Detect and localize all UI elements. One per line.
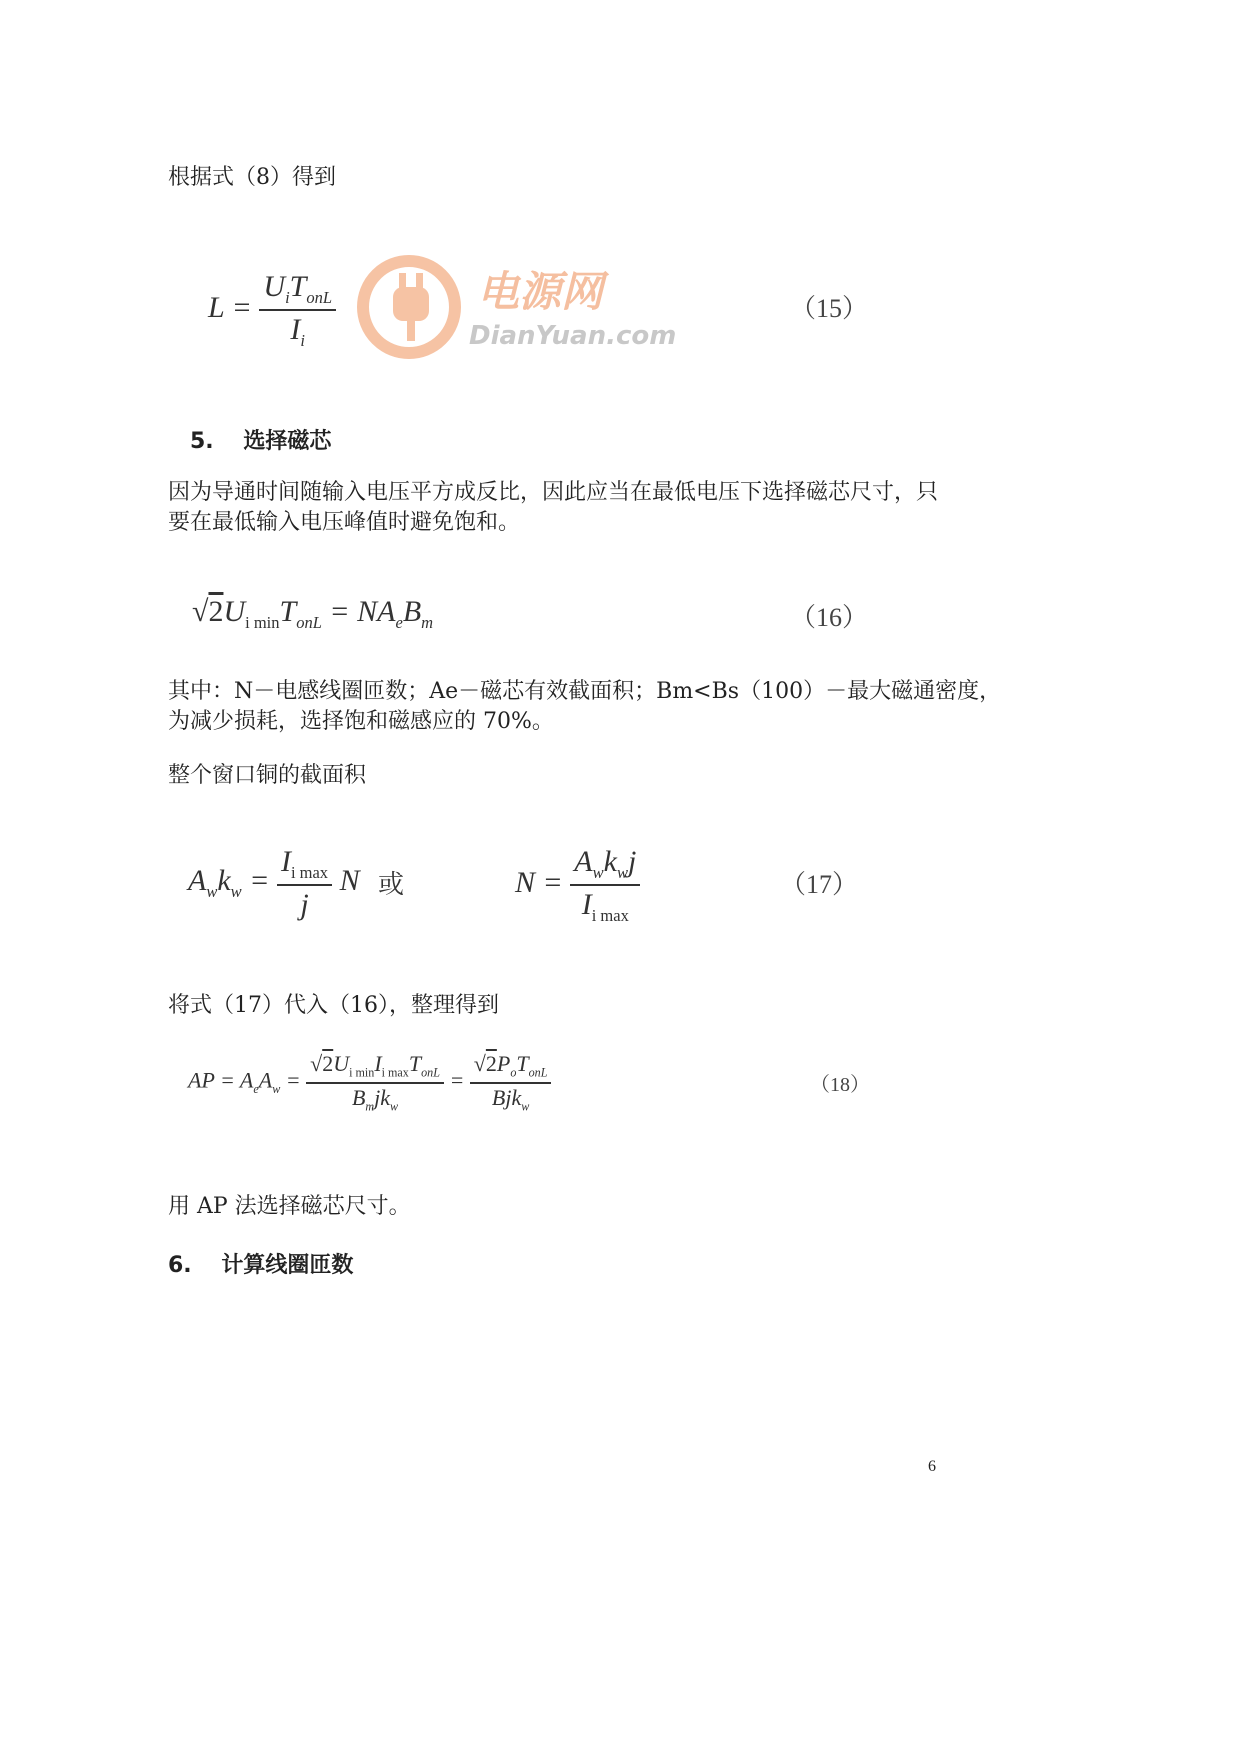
page-number: 6 [928,1458,936,1475]
section-6-title: 计算线圈匝数 [221,1253,354,1278]
section-5-heading [190,424,331,455]
paragraph-1-line-2: 要在最低输入电压峰值时避免饱和。 [168,510,521,535]
section-5-number: 5. [190,429,214,454]
paragraph-5: 用 AP 法选择磁芯尺寸。 [168,1194,411,1219]
paragraph-1-line-1: 因为导通时间随输入电压平方成反比，因此应当在最低电压下选择磁芯尺寸，只 [168,480,939,505]
equation-15: L = $\frac{U_iT_{onL}}{I_i}$ [208,270,336,350]
watermark-logo [357,255,687,360]
section-5-title: 选择磁芯 [243,429,332,454]
equation-18: AP = $A_eA_w$ = $\frac{√2U_{i min}I_{i max}T_{onL}}{B_mjk_w}$ = $\frac{√2P_oT_{onL}}{Bjk_w}$ [188,1052,551,1113]
equation-17-number: （17） [780,870,859,899]
watermark-en: DianYuan.com [469,321,677,351]
intro-text: 根据式（8）得到 [168,165,336,190]
equation-18-number: （18） [810,1074,870,1096]
section-6-number: 6. [168,1253,192,1278]
paragraph-2-line-1: 其中：N－电感线圈匝数；Ae－磁芯有效截面积；Bm<Bs（100）－最大磁通密度， [168,679,1002,704]
paragraph-2-line-2: 为减少损耗，选择饱和磁感应的 70%。 [168,709,554,734]
equation-17-right: N = $\frac{A_wk_wj}{I_{i max}}$ [515,845,640,925]
equation-17-left: $A_wk_w$ = $\frac{I_{i max}}{j}$ N [188,845,360,922]
equation-16-number: （16） [790,603,869,632]
equation-16: $√2U_{i min}T_{onL} = NA_eB_m$ [192,595,434,632]
equation-15-number: （15） [790,294,869,323]
paragraph-4: 将式（17）代入（16），整理得到 [168,993,499,1018]
paragraph-3: 整个窗口铜的截面积 [168,763,367,788]
equation-17-or: 或 [378,870,405,900]
watermark-cn: 电源网 [477,267,604,316]
section-6-heading [168,1248,353,1279]
